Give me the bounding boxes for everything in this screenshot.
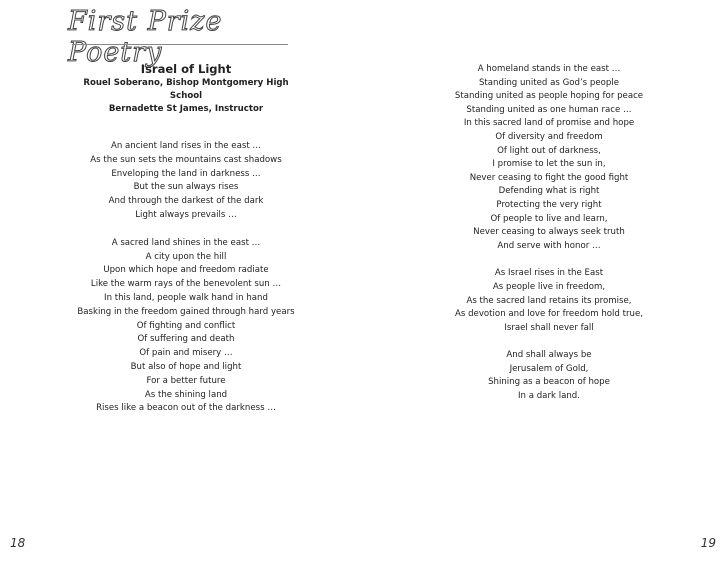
poem-line: As the sun sets the mountains cast shadows — [90, 154, 282, 165]
poem-line: Standing united as people hoping for peace — [454, 91, 644, 102]
poem-line: And through the darkest of the dark — [108, 196, 264, 207]
stanza-gap — [447, 335, 651, 349]
section-title: First Prize Poetry — [68, 6, 223, 68]
page-number-left: 18 — [10, 536, 26, 550]
poem-line: Shining as a beacon of hope — [488, 377, 610, 388]
poem-line: For a better future — [146, 375, 226, 386]
stanza — [447, 267, 651, 335]
page-number-right: 19 — [700, 536, 716, 550]
poem-line: Defending what is right — [498, 186, 600, 197]
right-stanzas — [447, 63, 651, 404]
stanza — [447, 349, 651, 403]
poem-line: As Israel rises in the East — [494, 268, 604, 279]
poem-line: Standing united as God’s people — [478, 77, 620, 88]
title-underline — [72, 44, 288, 45]
poem-line: Of light out of darkness, — [497, 145, 601, 156]
poem-line: As devotion and love for freedom hold true, — [455, 309, 643, 320]
poem-line: Of suffering and death — [137, 334, 235, 345]
poem-instructor: Bernadette St James, Instructor — [108, 104, 264, 114]
left-stanzas — [72, 140, 300, 416]
poem-line: As the sacred land retains its promise, — [466, 295, 632, 306]
poem-line: A homeland stands in the east … — [477, 64, 621, 74]
stanza-gap — [447, 253, 651, 267]
poem-line: But the sun always rises — [133, 182, 239, 193]
poem-line: But also of hope and light — [130, 361, 242, 372]
poem-line: As people live in freedom, — [492, 281, 606, 292]
poem-line: A city upon the hill — [145, 251, 227, 262]
poem-line: I promise to let the sun in, — [492, 159, 606, 170]
stanza — [447, 63, 651, 253]
poem-line: Rises like a beacon out of the darkness … — [96, 403, 276, 414]
poem-line: As the shining land — [144, 389, 228, 400]
poem-author: Rouel Soberano, Bishop Montgomery High School — [83, 78, 289, 101]
poem-line: An ancient land rises in the east … — [110, 141, 262, 151]
poem-line: Israel shall never fall — [504, 322, 594, 333]
stanza — [72, 237, 300, 416]
left-column — [72, 62, 300, 416]
poem-line: Like the warm rays of the benevolent sun … — [90, 279, 282, 290]
poem-line: And serve with honor … — [497, 240, 601, 251]
poem-line: Protecting the very right — [496, 199, 602, 210]
stanza — [72, 140, 300, 223]
poem-line: Of pain and misery … — [139, 348, 233, 359]
poem-line: Of people to live and learn, — [490, 213, 608, 224]
poem-line: Standing united as one human race … — [466, 104, 632, 115]
poem-title: Israel of Light — [140, 62, 232, 76]
right-column — [447, 63, 651, 404]
poem-line: Enveloping the land in darkness … — [111, 168, 261, 179]
poem-line: Light always prevails … — [135, 209, 237, 220]
poem-line: A sacred land shines in the east … — [111, 237, 261, 248]
poem-line: And shall always be — [506, 350, 592, 361]
poem-line: Never ceasing to always seek truth — [473, 227, 625, 238]
stanza-gap — [72, 223, 300, 237]
spacer — [72, 116, 300, 140]
poem-line: Of diversity and freedom — [495, 131, 603, 142]
poem-line: Jerusalem of Gold, — [509, 363, 589, 374]
poem-line: Basking in the freedom gained through hard years — [77, 306, 295, 317]
poem-line: In a dark land. — [518, 391, 580, 402]
poem-line: In this land, people walk hand in hand — [104, 292, 268, 303]
poem-line: Upon which hope and freedom radiate — [103, 265, 269, 276]
poem-line: Never ceasing to fight the good fight — [469, 172, 629, 183]
poem-line: Of fighting and conflict — [136, 320, 236, 331]
poem-line: In this sacred land of promise and hope — [463, 118, 635, 129]
